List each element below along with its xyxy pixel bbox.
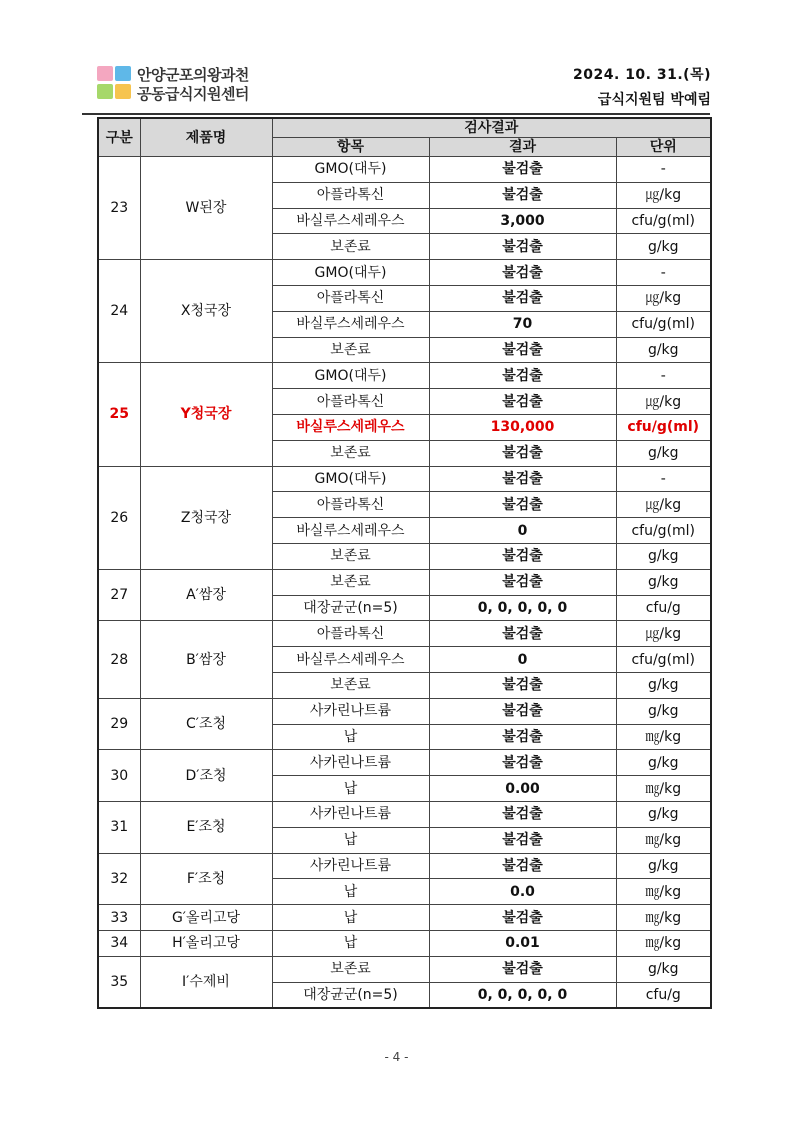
product-name: A′쌈장 — [140, 569, 272, 621]
test-unit: g/kg — [616, 440, 711, 466]
test-item: 보존료 — [272, 956, 429, 982]
test-result: 불검출 — [429, 492, 616, 518]
test-result: 불검출 — [429, 466, 616, 492]
test-result: 불검출 — [429, 363, 616, 389]
group-number: 30 — [98, 750, 140, 802]
header-results: 검사결과 — [272, 118, 711, 138]
test-item: GMO(대두) — [272, 363, 429, 389]
test-item: 사카린나트륨 — [272, 853, 429, 879]
test-unit: cfu/g(ml) — [616, 311, 711, 337]
table-row — [98, 569, 711, 595]
test-item: 납 — [272, 930, 429, 956]
test-item: 납 — [272, 827, 429, 853]
test-item: GMO(대두) — [272, 157, 429, 183]
test-item: 보존료 — [272, 543, 429, 569]
organization-name-line2: 공동급식지원센터 — [137, 85, 249, 103]
test-item: 아플라톡신 — [272, 285, 429, 311]
document-header — [97, 62, 711, 114]
center-logo — [97, 66, 135, 102]
test-unit: g/kg — [616, 853, 711, 879]
group-number: 29 — [98, 698, 140, 750]
test-unit: ㎍/kg — [616, 285, 711, 311]
report-author: 급식지원팀 박예림 — [597, 92, 711, 108]
test-item: 보존료 — [272, 569, 429, 595]
test-unit: g/kg — [616, 672, 711, 698]
product-name: Z청국장 — [140, 466, 272, 569]
product-name: C′조청 — [140, 698, 272, 750]
test-unit: g/kg — [616, 956, 711, 982]
test-result: 불검출 — [429, 801, 616, 827]
group-number: 23 — [98, 157, 140, 260]
product-name: G′올리고당 — [140, 905, 272, 931]
table-row — [98, 853, 711, 879]
header-result: 결과 — [429, 138, 616, 157]
test-result: 불검출 — [429, 698, 616, 724]
results-body — [98, 157, 711, 1009]
organization-name-line1: 안양군포의왕과천 — [137, 66, 249, 84]
test-unit: cfu/g — [616, 595, 711, 621]
table-row — [98, 930, 711, 956]
test-unit: cfu/g(ml) — [616, 414, 711, 440]
test-item: 사카린나트륨 — [272, 750, 429, 776]
header-divider — [82, 113, 710, 115]
test-result: 0.01 — [429, 930, 616, 956]
test-unit: ㎎/kg — [616, 827, 711, 853]
test-item: 사카린나트륨 — [272, 698, 429, 724]
product-name: Y청국장 — [140, 363, 272, 466]
test-item: 바실루스세레우스 — [272, 647, 429, 673]
group-number: 28 — [98, 621, 140, 698]
test-item: 보존료 — [272, 337, 429, 363]
test-unit: ㎎/kg — [616, 905, 711, 931]
product-name: B′쌈장 — [140, 621, 272, 698]
product-name: H′올리고당 — [140, 930, 272, 956]
group-number: 32 — [98, 853, 140, 905]
table-row — [98, 466, 711, 492]
group-number: 33 — [98, 905, 140, 931]
group-number: 25 — [98, 363, 140, 466]
group-number: 24 — [98, 260, 140, 363]
test-unit: g/kg — [616, 698, 711, 724]
test-result: 0 — [429, 647, 616, 673]
test-result: 불검출 — [429, 234, 616, 260]
test-unit: ㎎/kg — [616, 776, 711, 802]
test-item: 바실루스세레우스 — [272, 311, 429, 337]
test-result: 불검출 — [429, 285, 616, 311]
table-row — [98, 157, 711, 183]
test-unit: g/kg — [616, 569, 711, 595]
test-item: 아플라톡신 — [272, 182, 429, 208]
test-result: 0, 0, 0, 0, 0 — [429, 982, 616, 1008]
test-unit: ㎍/kg — [616, 621, 711, 647]
test-unit: g/kg — [616, 543, 711, 569]
test-result: 불검출 — [429, 724, 616, 750]
test-item: 보존료 — [272, 440, 429, 466]
test-result: 불검출 — [429, 157, 616, 183]
table-row — [98, 363, 711, 389]
test-unit: - — [616, 363, 711, 389]
test-result: 불검출 — [429, 827, 616, 853]
test-unit: cfu/g(ml) — [616, 647, 711, 673]
test-result: 130,000 — [429, 414, 616, 440]
test-item: 대장균군(n=5) — [272, 982, 429, 1008]
test-item: 아플라톡신 — [272, 492, 429, 518]
test-unit: g/kg — [616, 337, 711, 363]
inspection-results-table — [97, 117, 712, 1009]
test-result: 0.0 — [429, 879, 616, 905]
test-result: 70 — [429, 311, 616, 337]
test-result: 0 — [429, 518, 616, 544]
test-unit: cfu/g — [616, 982, 711, 1008]
test-result: 불검출 — [429, 337, 616, 363]
header-unit: 단위 — [616, 138, 711, 157]
test-unit: ㎎/kg — [616, 930, 711, 956]
test-result: 불검출 — [429, 569, 616, 595]
test-result: 불검출 — [429, 621, 616, 647]
test-item: 납 — [272, 905, 429, 931]
test-item: 보존료 — [272, 672, 429, 698]
test-result: 불검출 — [429, 260, 616, 286]
group-number: 31 — [98, 801, 140, 853]
test-unit: ㎍/kg — [616, 182, 711, 208]
test-unit: g/kg — [616, 750, 711, 776]
test-unit: - — [616, 157, 711, 183]
test-result: 불검출 — [429, 853, 616, 879]
group-number: 34 — [98, 930, 140, 956]
test-result: 불검출 — [429, 672, 616, 698]
test-item: 대장균군(n=5) — [272, 595, 429, 621]
product-name: E′조청 — [140, 801, 272, 853]
test-result: 불검출 — [429, 543, 616, 569]
test-item: GMO(대두) — [272, 466, 429, 492]
organization-name — [137, 66, 249, 104]
product-name: D′조청 — [140, 750, 272, 802]
test-unit: ㎍/kg — [616, 389, 711, 415]
test-unit: g/kg — [616, 234, 711, 260]
test-result: 불검출 — [429, 956, 616, 982]
test-result: 3,000 — [429, 208, 616, 234]
product-name: W된장 — [140, 157, 272, 260]
test-unit: ㎎/kg — [616, 879, 711, 905]
test-result: 0.00 — [429, 776, 616, 802]
test-item: 사카린나트륨 — [272, 801, 429, 827]
test-unit: cfu/g(ml) — [616, 518, 711, 544]
test-unit: - — [616, 260, 711, 286]
header-group: 구분 — [98, 118, 140, 157]
report-date: 2024. 10. 31.(목) — [573, 67, 711, 83]
test-unit: ㎎/kg — [616, 724, 711, 750]
group-number: 26 — [98, 466, 140, 569]
test-unit: cfu/g(ml) — [616, 208, 711, 234]
header-product: 제품명 — [140, 118, 272, 157]
table-row — [98, 698, 711, 724]
test-result: 불검출 — [429, 389, 616, 415]
table-row — [98, 750, 711, 776]
test-item: 납 — [272, 724, 429, 750]
test-result: 불검출 — [429, 750, 616, 776]
test-result: 불검출 — [429, 905, 616, 931]
test-result: 불검출 — [429, 440, 616, 466]
test-item: 납 — [272, 776, 429, 802]
test-item: GMO(대두) — [272, 260, 429, 286]
table-row — [98, 260, 711, 286]
test-item: 납 — [272, 879, 429, 905]
test-item: 아플라톡신 — [272, 389, 429, 415]
test-unit: - — [616, 466, 711, 492]
table-row — [98, 956, 711, 982]
test-unit: g/kg — [616, 801, 711, 827]
product-name: I′수제비 — [140, 956, 272, 1008]
test-item: 바실루스세레우스 — [272, 208, 429, 234]
test-result: 0, 0, 0, 0, 0 — [429, 595, 616, 621]
group-number: 35 — [98, 956, 140, 1008]
page-number: - 4 - — [384, 1050, 409, 1064]
table-row — [98, 905, 711, 931]
test-result: 불검출 — [429, 182, 616, 208]
test-item: 아플라톡신 — [272, 621, 429, 647]
test-item: 보존료 — [272, 234, 429, 260]
header-item: 항목 — [272, 138, 429, 157]
product-name: X청국장 — [140, 260, 272, 363]
test-unit: ㎍/kg — [616, 492, 711, 518]
table-row — [98, 801, 711, 827]
test-item: 바실루스세레우스 — [272, 414, 429, 440]
table-row — [98, 621, 711, 647]
group-number: 27 — [98, 569, 140, 621]
product-name: F′조청 — [140, 853, 272, 905]
test-item: 바실루스세레우스 — [272, 518, 429, 544]
